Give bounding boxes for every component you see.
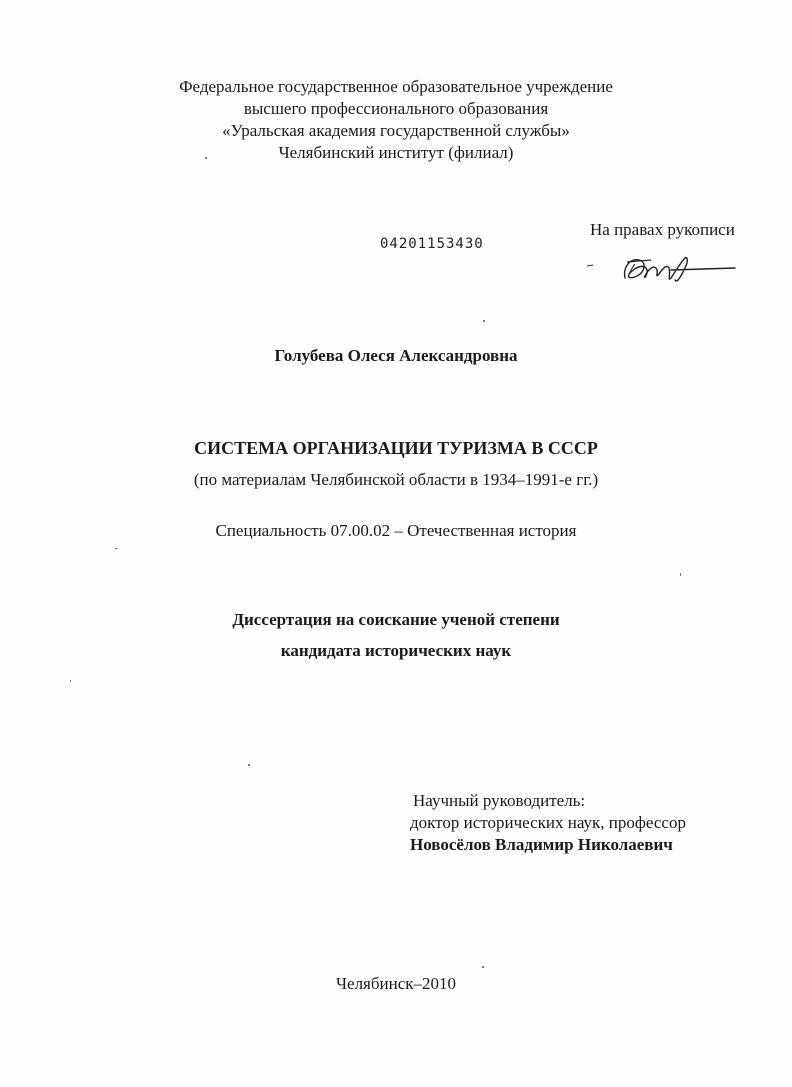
- scan-speck: [205, 157, 207, 159]
- degree-statement-line-2: кандидата исторических наук: [280, 641, 512, 660]
- institution-line-4: Челябинский институт (филиал): [278, 143, 514, 162]
- degree-statement-line-1: Диссертация на соискание ученой степени: [232, 610, 560, 629]
- supervisor-block: [410, 790, 686, 856]
- institution-header: [0, 76, 792, 164]
- degree-statement: [0, 604, 792, 666]
- scan-speck: [483, 320, 485, 322]
- institution-line-3: «Уральская академия государственной службы»: [222, 121, 570, 140]
- scan-speck: [70, 680, 71, 682]
- city-year: Челябинск–2010: [335, 974, 457, 993]
- specialty-line: Специальность 07.00.02 – Отечественная история: [215, 521, 577, 540]
- scan-speck: [115, 548, 118, 549]
- dissertation-subtitle: (по материалам Челябинской области в 1934–1991-е гг.): [193, 470, 599, 489]
- scan-speck: [482, 966, 484, 968]
- scan-speck: [248, 764, 250, 766]
- manuscript-rights-note: На правах рукописи: [590, 220, 735, 239]
- supervisor-name: Новосёлов Владимир Николаевич: [410, 835, 673, 854]
- document-number-stamp: 04201153430: [380, 236, 484, 252]
- dissertation-title: СИСТЕМА ОРГАНИЗАЦИИ ТУРИЗМА В СССР: [194, 438, 598, 458]
- supervisor-degree: доктор исторических наук, профессор: [410, 813, 686, 832]
- institution-line-1: Федеральное государственное образовательное учреждение: [179, 77, 613, 96]
- scan-speck: [680, 573, 681, 576]
- signature-icon: [585, 248, 745, 290]
- author-name: Голубева Олеся Александровна: [274, 346, 518, 365]
- supervisor-label: Научный руководитель:: [413, 791, 586, 810]
- institution-line-2: высшего профессионального образования: [243, 99, 549, 118]
